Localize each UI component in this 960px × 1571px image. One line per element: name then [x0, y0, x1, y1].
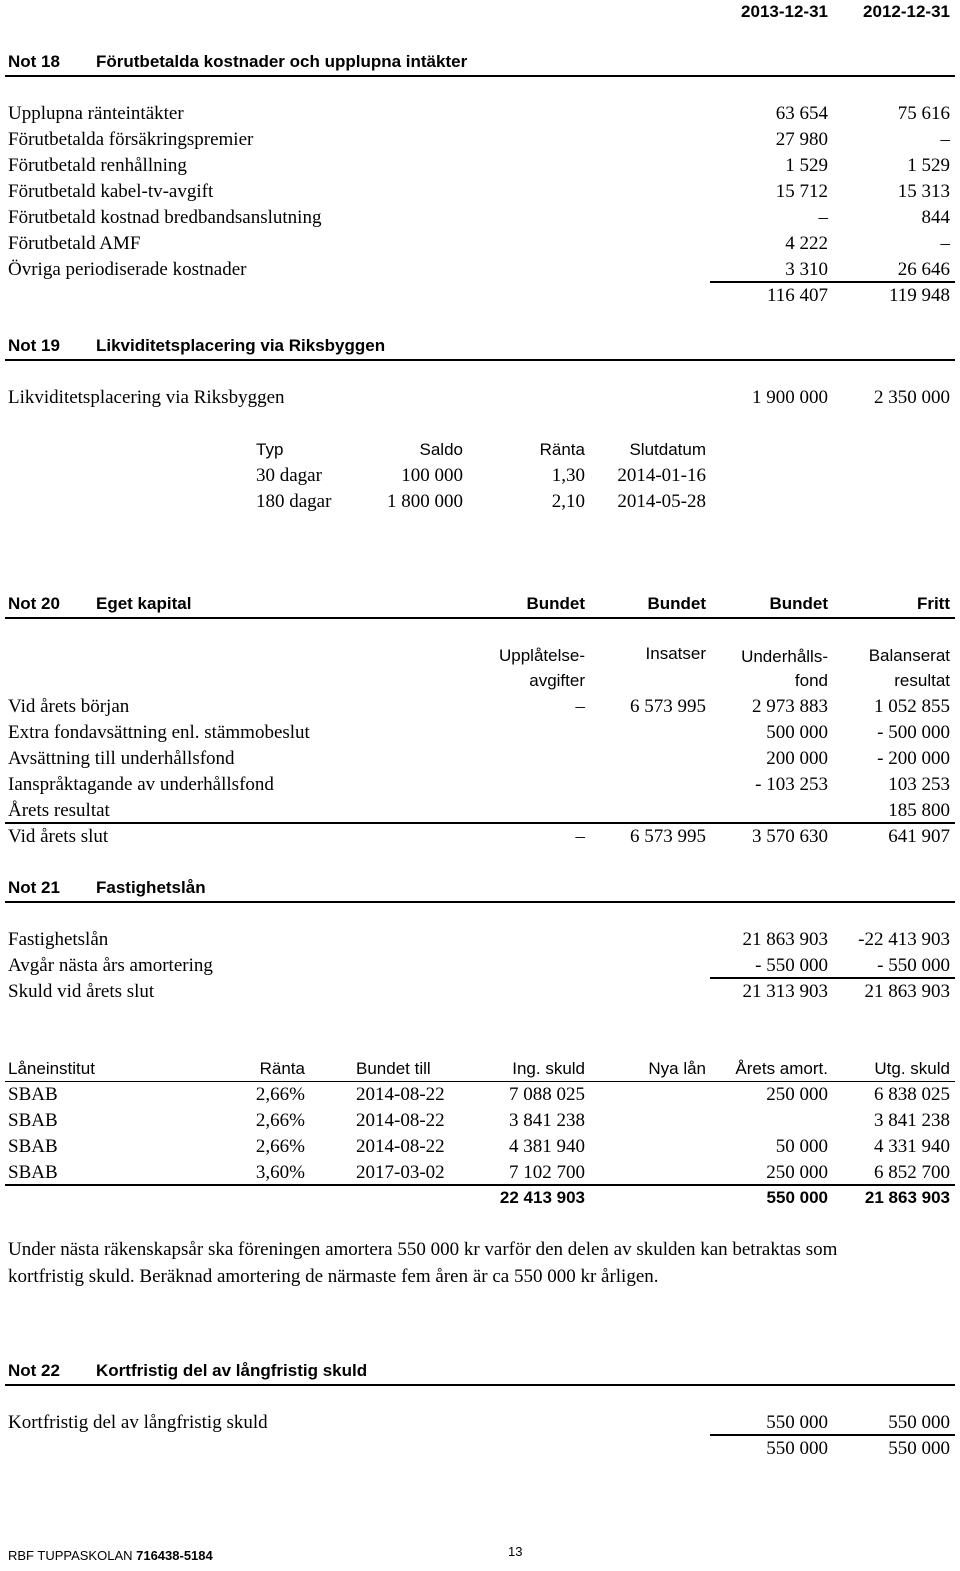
note-18-row-label: Övriga periodiserade kostnader	[8, 259, 247, 280]
loan-row-closing-debt: 6 838 025	[874, 1084, 950, 1105]
equity-row-value: 2 973 883	[752, 696, 828, 717]
loan-row-closing-debt: 4 331 940	[874, 1136, 950, 1157]
placement-row-type: 180 dagar	[256, 491, 332, 512]
note-18-total-2012: 119 948	[888, 285, 950, 306]
equity-row-value: 6 573 995	[630, 696, 706, 717]
loan-row-rate: 2,66%	[255, 1136, 305, 1157]
note-18-row-value-2013: 15 712	[775, 181, 828, 202]
equity-row-value: 200 000	[766, 748, 828, 769]
loan-table-header-rule	[5, 1081, 955, 1082]
equity-row-label: Årets resultat	[8, 800, 110, 821]
equity-subheader: Insatser	[645, 644, 706, 663]
note-21-title: Fastighetslån	[96, 878, 206, 897]
note-19-title: Likviditetsplacering via Riksbyggen	[96, 336, 386, 355]
footer-organization-number: 716438-5184	[136, 1548, 213, 1563]
loan-header-closing-debt: Utg. skuld	[874, 1059, 950, 1078]
loan-header-rate: Ränta	[259, 1059, 305, 1078]
equity-row-value: 641 907	[888, 826, 950, 847]
loan-summary-label: Fastighetslån	[8, 929, 109, 950]
loan-summary-2013: 21 313 903	[742, 981, 828, 1002]
loan-summary-2013: - 550 000	[755, 955, 828, 976]
placement-header-end-date: Slutdatum	[629, 440, 706, 459]
note-18-row-value-2012: –	[940, 129, 950, 150]
note-18-row-value-2012: 844	[921, 207, 950, 228]
note-18-row-label: Förutbetald kabel-tv-avgift	[8, 181, 214, 202]
loan-row-fixed-until: 2017-03-02	[356, 1162, 445, 1183]
short-term-debt-label: Kortfristig del av långfristig skuld	[8, 1412, 268, 1433]
note-18-row-value-2013: 4 222	[785, 233, 828, 254]
loan-row-lender: SBAB	[8, 1084, 58, 1105]
note-18-row-value-2013: –	[818, 207, 828, 228]
note-18-row-value-2013: 63 654	[775, 103, 828, 124]
note-18-heading-rule	[5, 75, 955, 77]
loan-row-amortization: 250 000	[766, 1162, 828, 1183]
loan-row-rate: 3,60%	[255, 1162, 305, 1183]
note-18-row-value-2013: 1 529	[785, 155, 828, 176]
loan-header-lender: Låneinstitut	[8, 1059, 95, 1078]
note-19-number: Not 19	[8, 336, 60, 355]
note-20-number: Not 20	[8, 594, 60, 613]
equity-total-rule	[5, 822, 955, 824]
note-20-title: Eget kapital	[96, 594, 192, 613]
loan-total-closing-debt: 21 863 903	[864, 1188, 950, 1207]
note-20-heading-rule	[5, 617, 955, 619]
note-18-row-label: Förutbetalda försäkringspremier	[8, 129, 254, 150]
equity-row-value: 6 573 995	[630, 826, 706, 847]
equity-row-value: - 500 000	[877, 722, 950, 743]
loan-row-rate: 2,66%	[255, 1110, 305, 1131]
note-19-row-value-2012: 2 350 000	[874, 387, 950, 408]
equity-row-label: Extra fondavsättning enl. stämmobeslut	[8, 722, 310, 743]
loan-row-rate: 2,66%	[255, 1084, 305, 1105]
note-18-title: Förutbetalda kostnader och upplupna intäkter	[96, 52, 468, 71]
note-18-row-value-2012: 26 646	[897, 259, 950, 280]
footer-organization-name: RBF TUPPASKOLAN	[8, 1548, 137, 1563]
footer-page-number: 13	[508, 1544, 523, 1559]
note-18-row-value-2012: 1 529	[907, 155, 950, 176]
equity-row-value: 1 052 855	[874, 696, 950, 717]
loan-total-opening-debt: 22 413 903	[499, 1188, 585, 1207]
placement-header-rate: Ränta	[539, 440, 585, 459]
note-18-row-value-2012: –	[940, 233, 950, 254]
amortization-note-line: kortfristig skuld. Beräknad amortering de närmaste fem åren är ca 550 000 kr årligen.	[8, 1266, 659, 1287]
note-18-row-value-2013: 27 980	[775, 129, 828, 150]
equity-row-label: Avsättning till underhållsfond	[8, 748, 235, 769]
note-18-row-value-2012: 15 313	[897, 181, 950, 202]
loan-summary-label: Avgår nästa års amortering	[8, 955, 213, 976]
loan-header-amortization: Årets amort.	[735, 1059, 828, 1078]
loan-header-new-loans: Nya lån	[648, 1059, 706, 1078]
loan-total-amortization: 550 000	[766, 1188, 828, 1207]
note-18-row-label: Upplupna ränteintäkter	[8, 103, 184, 124]
equity-col-header: Bundet	[526, 594, 585, 613]
loan-header-opening-debt: Ing. skuld	[512, 1059, 585, 1078]
equity-row-value: –	[575, 826, 585, 847]
loan-summary-2012: 21 863 903	[864, 981, 950, 1002]
loan-summary-2013: 21 863 903	[742, 929, 828, 950]
loan-row-amortization: 50 000	[775, 1136, 828, 1157]
equity-col-header: Bundet	[769, 594, 828, 613]
equity-row-label: Vid årets slut	[8, 826, 109, 847]
year-column-2013: 2013-12-31	[741, 2, 828, 21]
loan-summary-2012: - 550 000	[877, 955, 950, 976]
placement-row-rate: 2,10	[551, 491, 585, 512]
loan-row-opening-debt: 7 102 700	[509, 1162, 585, 1183]
loan-summary-rule	[710, 977, 955, 979]
note-21-number: Not 21	[8, 878, 60, 897]
note-21-heading-rule	[5, 901, 955, 903]
note-18-row-value-2012: 75 616	[897, 103, 950, 124]
note-19-row-label: Likviditetsplacering via Riksbyggen	[8, 387, 285, 408]
note-18-number: Not 18	[8, 52, 60, 71]
placement-row-type: 30 dagar	[256, 465, 322, 486]
loan-summary-2012: -22 413 903	[858, 929, 950, 950]
loan-row-opening-debt: 7 088 025	[509, 1084, 585, 1105]
loan-table-total-rule	[5, 1184, 955, 1186]
note-22-number: Not 22	[8, 1361, 60, 1380]
equity-row-value: 103 253	[888, 774, 950, 795]
loan-row-lender: SBAB	[8, 1136, 58, 1157]
note-18-row-label: Förutbetald renhållning	[8, 155, 187, 176]
loan-row-amortization: 250 000	[766, 1084, 828, 1105]
equity-subheader: fond	[794, 671, 828, 690]
loan-header-fixed-until: Bundet till	[356, 1059, 431, 1078]
equity-row-value: - 103 253	[755, 774, 828, 795]
note-22-heading-rule	[5, 1384, 955, 1386]
note-19-heading-rule	[5, 359, 955, 361]
short-term-debt-2012: 550 000	[888, 1412, 950, 1433]
note-18-subtotal-rule	[710, 281, 955, 283]
equity-col-header: Fritt	[916, 594, 950, 613]
short-term-debt-total-2013: 550 000	[766, 1438, 828, 1459]
loan-row-opening-debt: 3 841 238	[509, 1110, 585, 1131]
placement-row-end-date: 2014-05-28	[617, 491, 706, 512]
placement-header-balance: Saldo	[419, 440, 463, 459]
loan-row-closing-debt: 3 841 238	[874, 1110, 950, 1131]
equity-row-value: - 200 000	[877, 748, 950, 769]
note-19-row-value-2013: 1 900 000	[752, 387, 828, 408]
note-18-row-label: Förutbetald kostnad bredbandsanslutning	[8, 207, 322, 228]
amortization-note-line: Under nästa räkenskapsår ska föreningen amortera 550 000 kr varför den delen av skulden kan betraktas som	[8, 1239, 838, 1260]
equity-row-value: 500 000	[766, 722, 828, 743]
loan-row-fixed-until: 2014-08-22	[356, 1110, 445, 1131]
placement-row-balance: 100 000	[401, 465, 463, 486]
note-22-title: Kortfristig del av långfristig skuld	[96, 1361, 368, 1380]
equity-row-value: 3 570 630	[752, 826, 828, 847]
equity-subheader: resultat	[894, 671, 950, 690]
equity-subheader: avgifter	[529, 671, 585, 690]
short-term-debt-rule	[710, 1434, 955, 1436]
equity-subheader: Upplåtelse-	[499, 646, 585, 665]
loan-row-opening-debt: 4 381 940	[509, 1136, 585, 1157]
short-term-debt-2013: 550 000	[766, 1412, 828, 1433]
loan-summary-label: Skuld vid årets slut	[8, 981, 155, 1002]
loan-row-lender: SBAB	[8, 1162, 58, 1183]
equity-row-label: Ianspråktagande av underhållsfond	[8, 774, 274, 795]
equity-row-value: –	[575, 696, 585, 717]
loan-row-closing-debt: 6 852 700	[874, 1162, 950, 1183]
loan-row-fixed-until: 2014-08-22	[356, 1084, 445, 1105]
equity-subheader: Balanserat	[868, 646, 950, 665]
placement-row-balance: 1 800 000	[387, 491, 463, 512]
placement-row-end-date: 2014-01-16	[617, 465, 706, 486]
equity-row-value: 185 800	[888, 800, 950, 821]
note-18-row-value-2013: 3 310	[785, 259, 828, 280]
year-column-2012: 2012-12-31	[863, 2, 950, 21]
placement-row-rate: 1,30	[551, 465, 585, 486]
equity-row-label: Vid årets början	[8, 696, 130, 717]
note-18-total-2013: 116 407	[766, 285, 828, 306]
equity-col-header: Bundet	[647, 594, 706, 613]
note-18-row-label: Förutbetald AMF	[8, 233, 141, 254]
short-term-debt-total-2012: 550 000	[888, 1438, 950, 1459]
equity-subheader: Underhålls-	[741, 647, 828, 666]
footer-organization	[8, 1548, 213, 1564]
loan-row-fixed-until: 2014-08-22	[356, 1136, 445, 1157]
placement-header-type: Typ	[256, 440, 284, 459]
loan-row-lender: SBAB	[8, 1110, 58, 1131]
